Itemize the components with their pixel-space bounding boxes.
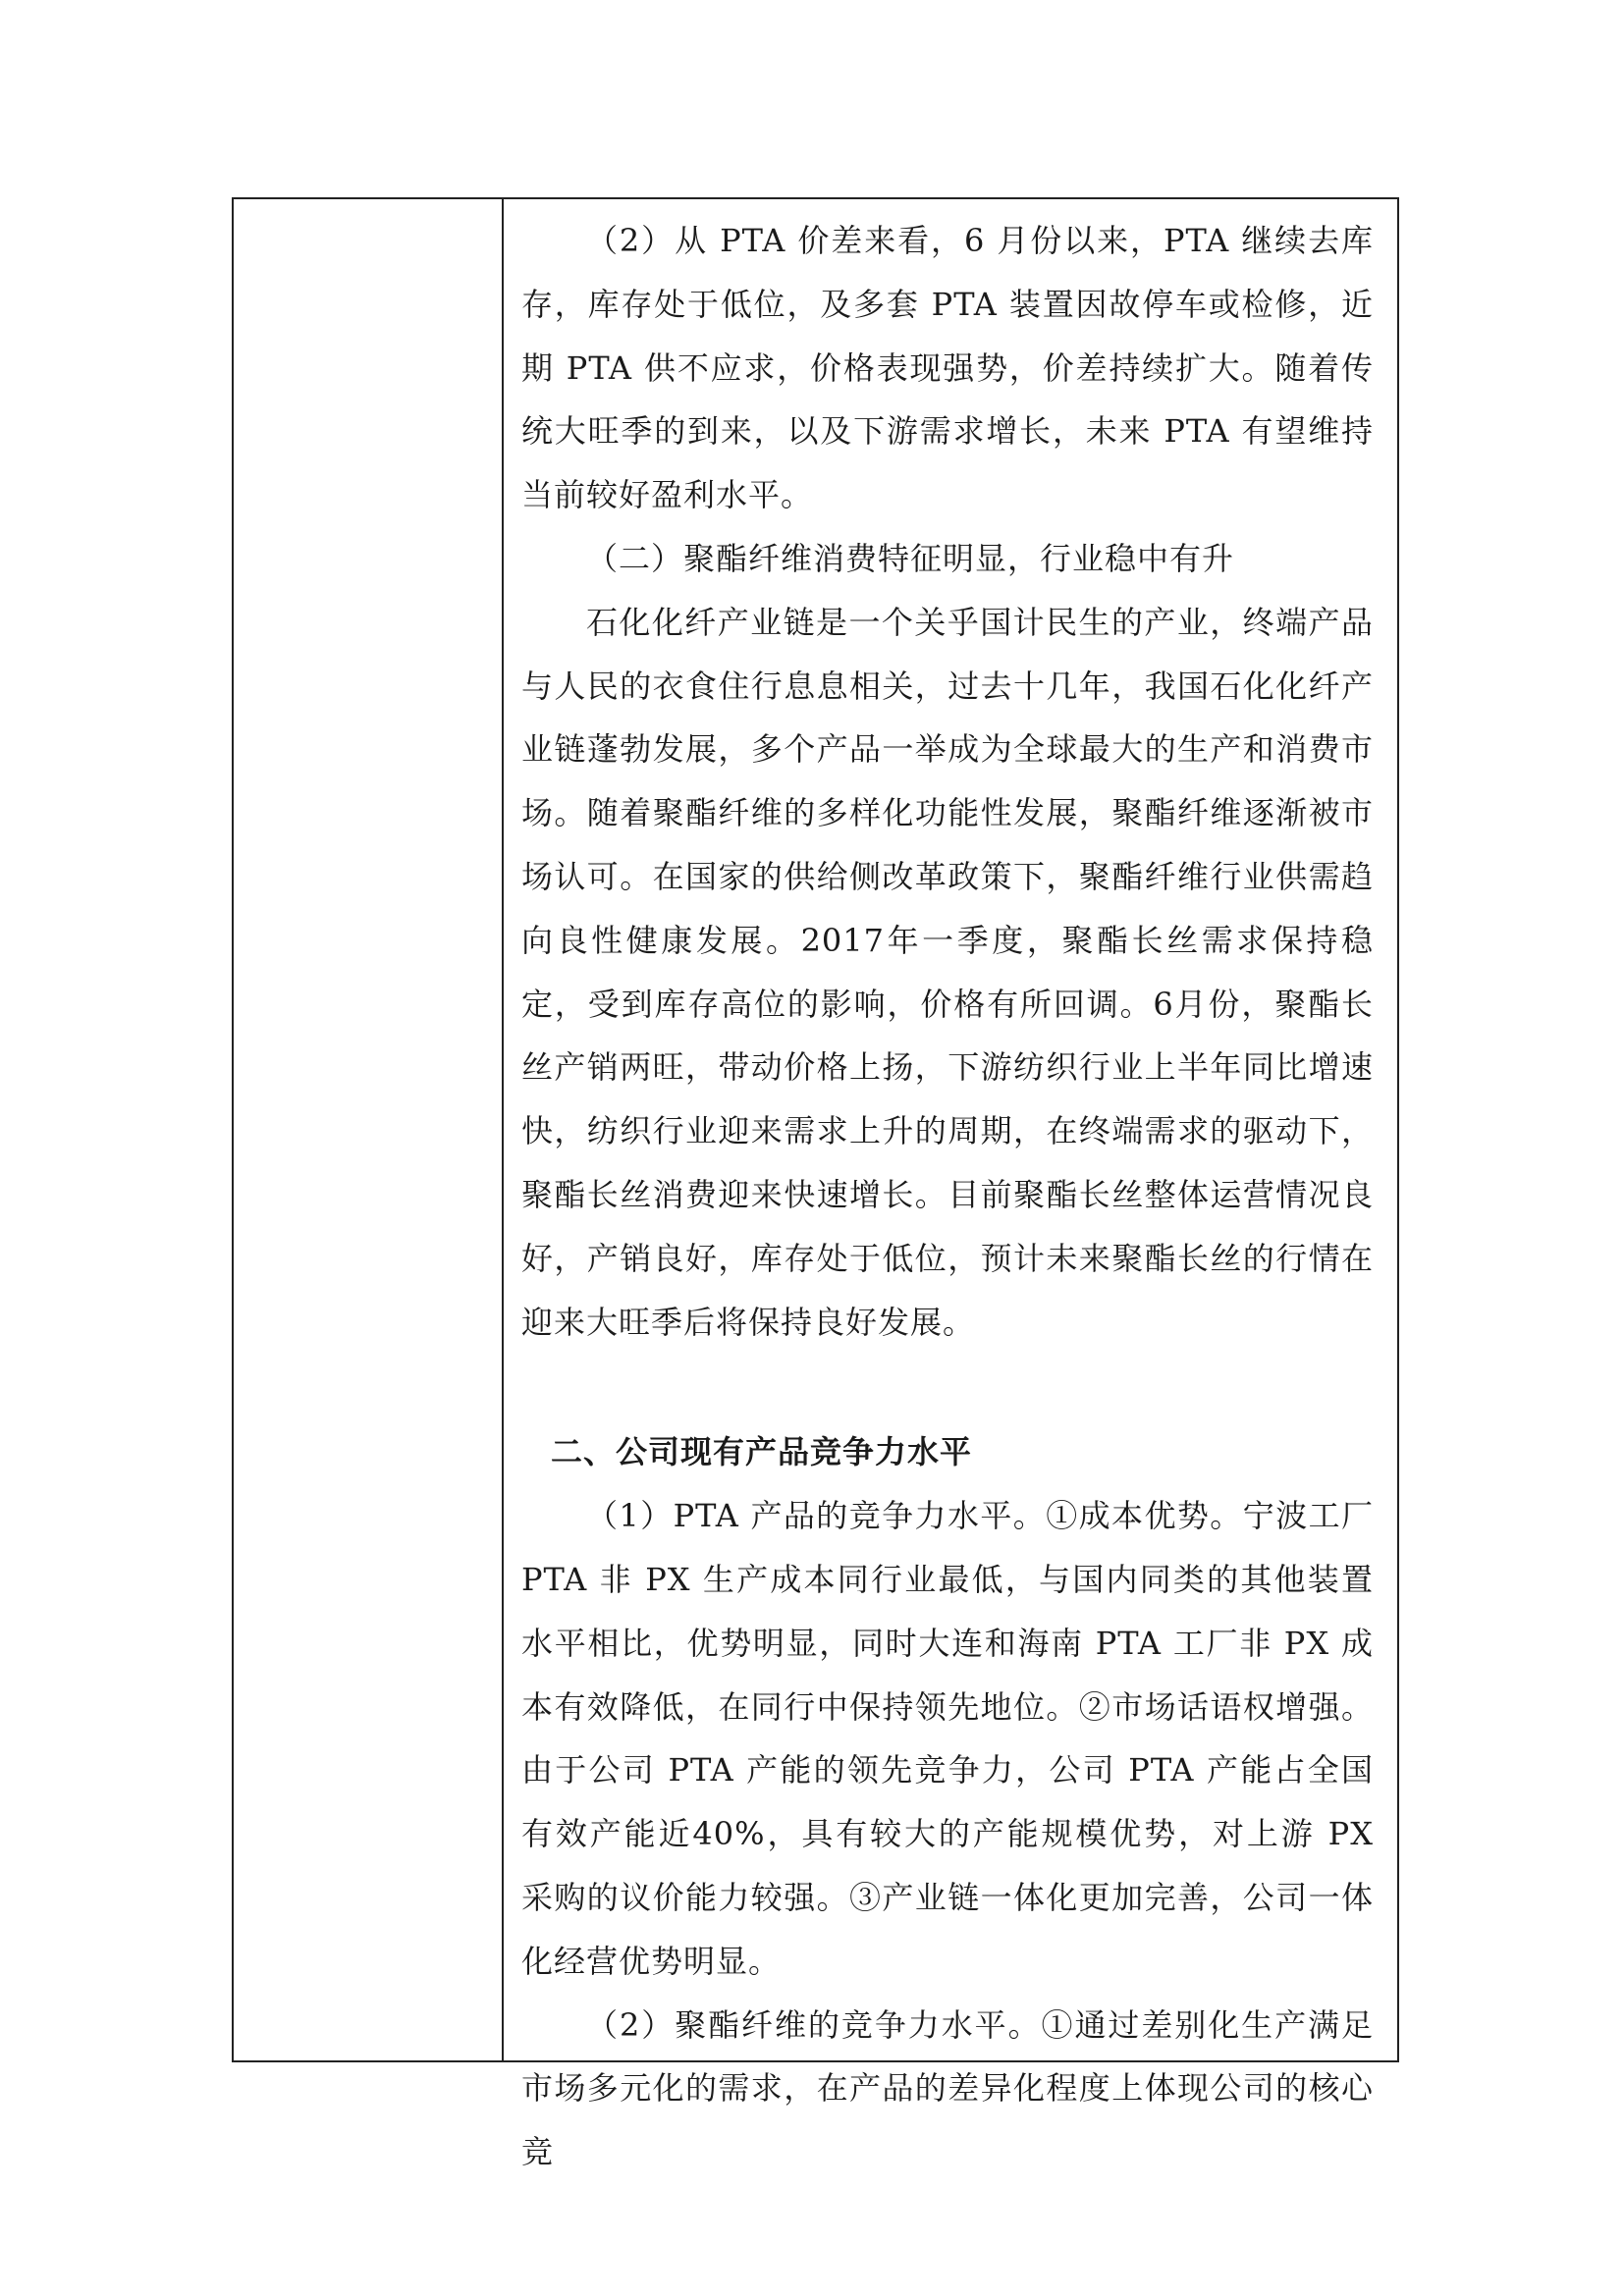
document-table: [232, 197, 1399, 2171]
section-heading: 二、公司现有产品竞争力水平: [551, 1433, 973, 1471]
table-column-divider: [502, 199, 504, 2060]
section-spacer: [521, 1354, 1374, 1420]
table-right-cell: [521, 209, 1374, 2184]
paragraph-industry-chain: 石化化纤产业链是一个关乎国计民生的产业，终端产品与人民的衣食住行息息相关，过去十几年，我国石化化纤产业链蓬勃发展，多个产品一举成为全球最大的生产和消费市场。随着聚酯纤维的多样化功能性发展，聚酯纤维逐渐被市场认可。在国家的供给侧改革政策下，聚酯纤维行业供需趋向良性健康发展。2017年一季度，聚酯长丝需求保持稳定，受到库存高位的影响，价格有所回调。6月份，聚酯长丝产销两旺，带动价格上扬，下游纺织行业上半年同比增速快，纺织行业迎来需求上升的周期，在终端需求的驱动下，聚酯长丝消费迎来快速增长。目前聚酯长丝整体运营情况良好，产销良好，库存处于低位，预计未来聚酯长丝的行情在迎来大旺季后将保持良好发展。: [521, 603, 1374, 1341]
paragraph-pta-competitiveness: （1）PTA 产品的竞争力水平。①成本优势。宁波工厂 PTA 非 PX 生产成本同行业最低，与国内同类的其他装置水平相比，优势明显，同时大连和海南 PTA 工厂非 PX 成本有效降低，在同行中保持领先地位。②市场话语权增强。由于公司 PTA 产能的领先竞争力，公司 PTA 产能占全国有效产能近40%，具有较大的产能规模优势，对上游 PX 采购的议价能力较强。③产业链一体化更加完善，公司一体化经营优势明显。: [521, 1497, 1374, 1980]
subheading-polyester-fiber: （二）聚酯纤维消费特征明显，行业稳中有升: [586, 539, 1235, 577]
paragraph-pta-spread: （2）从 PTA 价差来看，6 月份以来，PTA 继续去库存，库存处于低位，及多套 PTA 装置因故停车或检修，近期 PTA 供不应求，价格表现强势，价差持续扩大。随着传统大旺季的到来，以及下游需求增长，未来 PTA 有望维持当前较好盈利水平。: [521, 222, 1374, 514]
paragraph-polyester-competitiveness: （2）聚酯纤维的竞争力水平。①通过差别化生产满足市场多元化的需求，在产品的差异化程度上体现公司的核心竞: [521, 2005, 1374, 2171]
table-left-cell: [234, 199, 502, 2060]
